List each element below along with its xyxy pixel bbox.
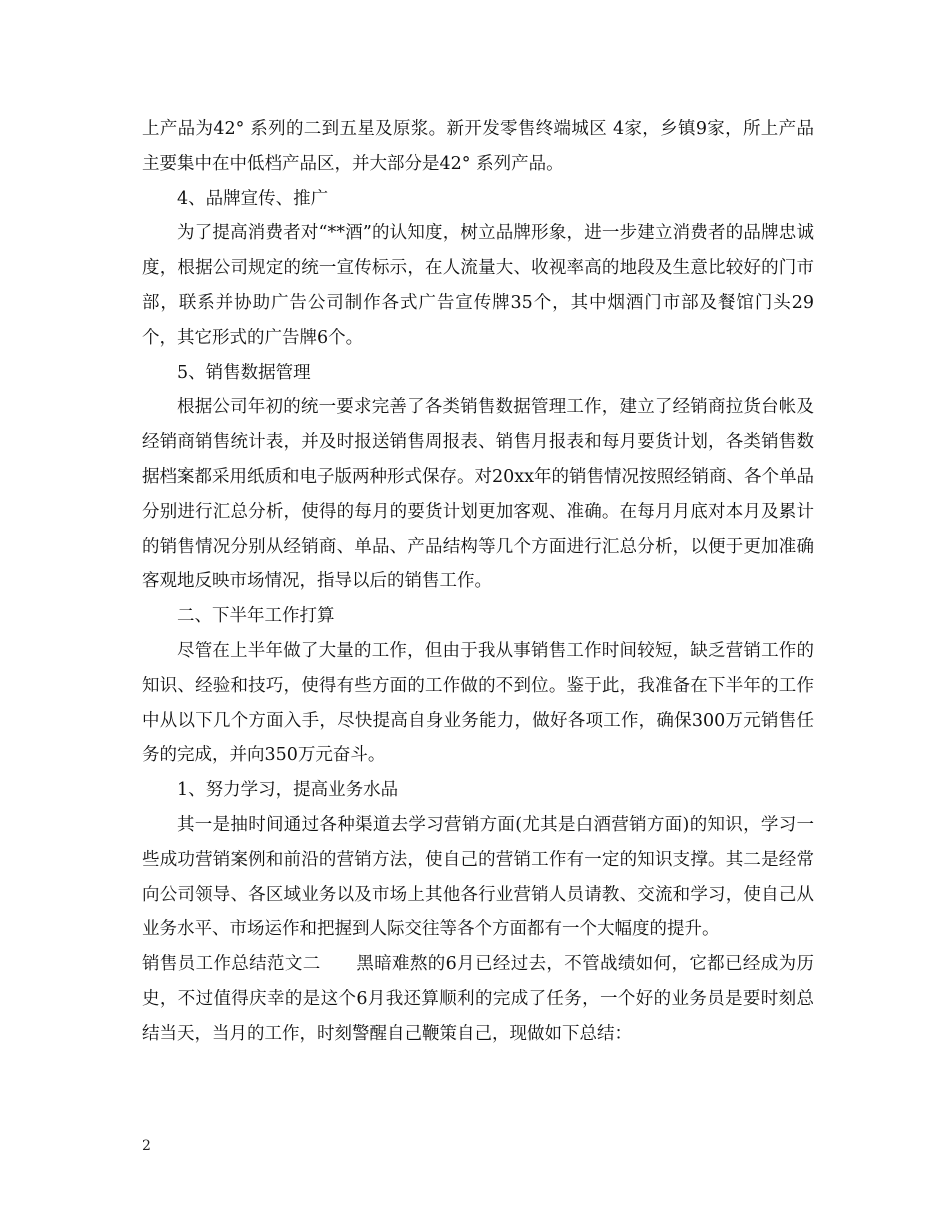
paragraph-brand-promotion: 为了提高消费者对“**酒”的认知度，树立品牌形象，进一步建立消费者的品牌忠诚度，根据公司规定的统一宣传标示，在人流量大、收视率高的地段及生意比较好的门市部，联系并协助广告公司制作各式广告宣传牌35个，其中烟酒门市部及餐馆门头29个，其它形式的广告牌6个。 (142, 223, 814, 348)
section-heading-second-half-plan: 二、下半年工作打算 (177, 606, 335, 627)
section-heading-sales-data: 5、销售数据管理 (177, 362, 311, 383)
paragraph-sales-data: 根据公司年初的统一要求完善了各类销售数据管理工作，建立了经销商拉货台帐及经销商销售统计表，并及时报送销售周报表、销售月报表和每月要货计划，各类销售数据档案都采用纸质和电子版两种形式保存。对20xx年的销售情况按照经销商、各个单品分别进行汇总分析，使得的每月的要货计划更加客观、准确。在每月月底对本月及累计的销售情况分别从经销商、单品、产品结构等几个方面进行汇总分析，以便于更加准确客观地反映市场情况，指导以后的销售工作。 (142, 397, 815, 592)
paragraph-study: 其一是抽时间通过各种渠道去学习营销方面(尤其是白酒营销方面)的知识，学习一些成功营销案例和前沿的营销方法，使自己的营销工作有一定的知识支撑。其二是经常向公司领导、各区域业务以及市场上其他各行业营销人员请教、交流和学习，使自己从业务水平、市场运作和把握到人际交往等各个方面都有一个大幅度的提升。 (142, 814, 814, 940)
paragraph-sample-two: 销售员工作总结范文二 黑暗难熬的6月已经过去，不管战绩如何，它都已经成为历史，不过值得庆幸的是这个6月我还算顺利的完成了任务，一个好的业务员是要时刻总结当天，当月的工作，时刻警醒自己鞭策自己，现做如下总结： (142, 954, 814, 1044)
page-number: 2 (142, 1138, 151, 1154)
section-heading-study: 1、努力学习，提高业务水品 (177, 780, 399, 801)
section-heading-brand-promotion: 4、品牌宣传、推广 (177, 188, 329, 209)
paragraph-continuation: 上产品为42° 系列的二到五星及原浆。新开发零售终端城区 4家，乡镇9家，所上产品主要集中在中低档产品区，并大部分是42° 系列产品。 (142, 119, 814, 174)
paragraph-second-half-plan: 尽管在上半年做了大量的工作，但由于我从事销售工作时间较短，缺乏营销工作的知识、经验和技巧，使得有些方面的工作做的不到位。鉴于此，我准备在下半年的工作中从以下几个方面入手，尽快提高自身业务能力，做好各项工作，确保300万元销售任务的完成，并向350万元奋斗。 (142, 640, 814, 766)
document-body (142, 112, 814, 1052)
